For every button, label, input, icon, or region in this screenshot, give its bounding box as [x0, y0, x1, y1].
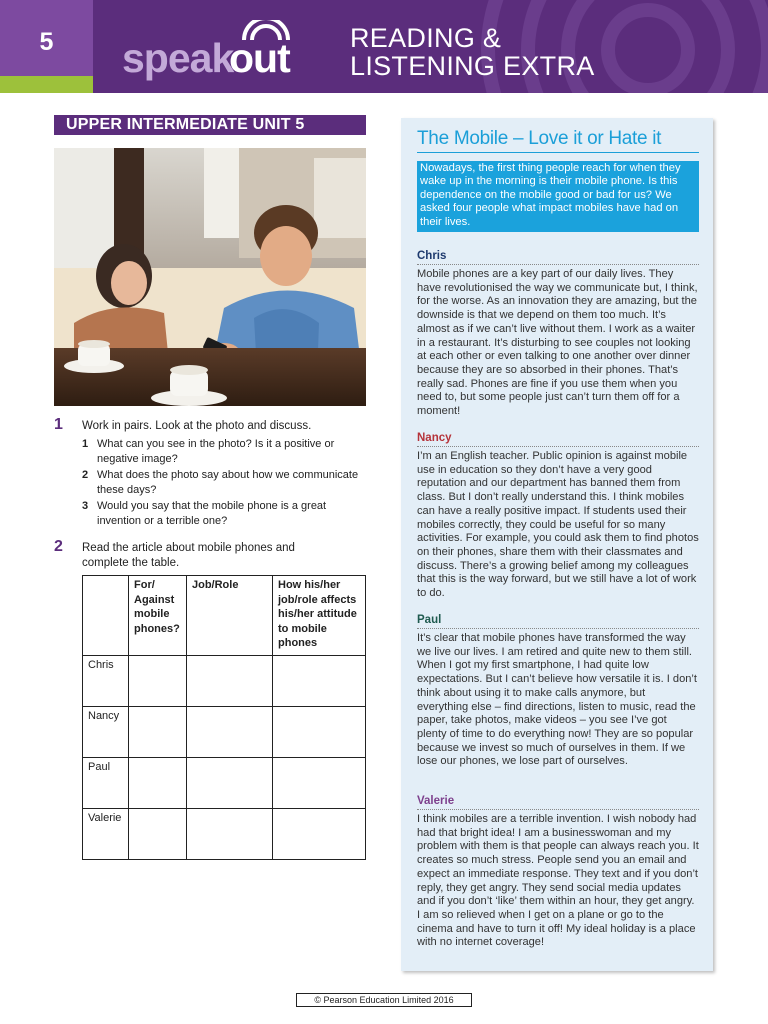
table-cell-for-against[interactable] — [129, 809, 187, 860]
table-cell-attitude[interactable] — [273, 809, 366, 860]
table-cell-attitude[interactable] — [273, 758, 366, 809]
title-underline — [417, 152, 699, 153]
exercise-2-instruction: Read the article about mobile phones and complete the table. — [82, 542, 295, 569]
person-name: Valerie — [417, 794, 699, 810]
table-cell-for-against[interactable] — [129, 707, 187, 758]
question-number: 1 — [82, 438, 89, 450]
table-row — [83, 656, 366, 707]
exercise-1-questions — [82, 437, 372, 530]
exercise-1-instruction: Work in pairs. Look at the photo and discuss. — [82, 420, 312, 432]
question-number: 2 — [82, 469, 89, 481]
person-text: I’m an English teacher. Public opinion is against mobile use in education so they don’t have a very good reputation and our department has banned them from class. But I don’t really understand this. I think mobiles can have a really positive impact. If students used their mobiles correctly, they could be useful for so many activities. For example, you could ask them to find photos on their phones, share them with their classmates and discuss. There’s a growing belief among my colleagues that this is the way forward, but we still have a lot of work to do. — [417, 450, 699, 600]
unit-tab-accent — [0, 76, 93, 93]
table-cell-job-role[interactable] — [187, 758, 273, 809]
person-section-paul — [417, 613, 699, 769]
person-name: Nancy — [417, 431, 699, 447]
photo-couple-with-phone — [54, 148, 366, 406]
unit-heading: UPPER INTERMEDIATE UNIT 5 — [54, 115, 366, 135]
header-title-line1: READING & — [350, 23, 502, 53]
table-row — [83, 809, 366, 860]
table-header-for-against: For/ Against mobile phones? — [129, 576, 187, 656]
question-item — [82, 437, 372, 467]
table-cell-job-role[interactable] — [187, 707, 273, 758]
exercise-1-number: 1 — [54, 416, 63, 433]
completion-table — [82, 575, 366, 860]
person-section-nancy — [417, 431, 699, 601]
article-panel — [401, 118, 713, 971]
table-cell-job-role[interactable] — [187, 809, 273, 860]
question-number: 3 — [82, 500, 89, 512]
table-row — [83, 707, 366, 758]
question-text: What can you see in the photo? Is it a positive or negative image? — [97, 438, 335, 465]
question-text: What does the photo say about how we communicate these days? — [97, 469, 359, 496]
table-header-empty — [83, 576, 129, 656]
question-text: Would you say that the mobile phone is a great invention or a terrible one? — [97, 500, 327, 527]
header-title-line2: LISTENING EXTRA — [350, 51, 595, 81]
person-section-chris — [417, 249, 699, 419]
person-name: Chris — [417, 249, 699, 265]
question-item — [82, 499, 372, 529]
table-header-attitude: How his/her job/role affects his/her attitude to mobile phones — [273, 576, 366, 656]
copyright-footer: © Pearson Education Limited 2016 — [296, 993, 472, 1007]
page-header — [0, 0, 768, 93]
photo-illustration — [54, 148, 366, 406]
question-item — [82, 468, 372, 498]
table-cell-for-against[interactable] — [129, 758, 187, 809]
person-section-valerie — [417, 794, 699, 950]
logo-out-text: out — [229, 35, 290, 81]
header-title — [350, 24, 595, 80]
table-header-job-role: Job/Role — [187, 576, 273, 656]
table-row-label: Paul — [83, 758, 129, 809]
table-header-row — [83, 576, 366, 656]
exercise-2-number: 2 — [54, 538, 63, 555]
table-row-label: Nancy — [83, 707, 129, 758]
table-cell-attitude[interactable] — [273, 707, 366, 758]
table-cell-job-role[interactable] — [187, 656, 273, 707]
article-title: The Mobile – Love it or Hate it — [417, 128, 662, 149]
article-intro: Nowadays, the first thing people reach for when they wake up in the morning is their mobile phone. Is this dependence on the mobile good or bad for us? We asked four people what impact mobiles have had on their lives. — [417, 161, 699, 232]
table-cell-for-against[interactable] — [129, 656, 187, 707]
unit-number: 5 — [39, 28, 54, 56]
table-row-label: Valerie — [83, 809, 129, 860]
logo-speak-text: speak — [122, 35, 234, 81]
person-name: Paul — [417, 613, 699, 629]
person-text: It’s clear that mobile phones have transformed the way we live our lives. I am retired and quite new to them still. When I got my first smartphone, I had quite low expectations. But I can’t believe how versatile it is. I don’t think about using it to make calls anymore, but everything else – find directions, listen to music, read the paper, take photos, make videos – you see I’ve got plenty of time to do everything now! They are so popular because we invest so much of ourselves in them. If we lose our phones, we lose part of ourselves. — [417, 632, 697, 768]
table-cell-attitude[interactable] — [273, 656, 366, 707]
person-text: I think mobiles are a terrible invention. I wish nobody had had that bright idea! I am a businesswoman and my problem with them is that people can always reach you. It creates so much stress. People send you an email and expect an immediate response. They text and if you don’t reply, they get angry. They send social media updates and if you don’t ‘like’ them within an hour, they get angry. I am so relieved when I get on a plane or go to the cinema and have to turn it off! My ideal holiday is a place with no internet coverage! — [417, 813, 699, 949]
table-row-label: Chris — [83, 656, 129, 707]
person-text: Mobile phones are a key part of our daily lives. They have revolutionised the way we communicate but, I think, for the worse. As an innovation they are amazing, but the downside is that we depend on them too much. It’s almost as if we can’t live without them. I work as a waiter in a restaurant. It’s disturbing to see couples not looking at each other or even talking to one another over dinner because they are so absorbed in their phones. That’s really sad. Phones are fine if you use them when you need to, but some people just can’t turn them off for a moment! — [417, 268, 698, 418]
table-row — [83, 758, 366, 809]
